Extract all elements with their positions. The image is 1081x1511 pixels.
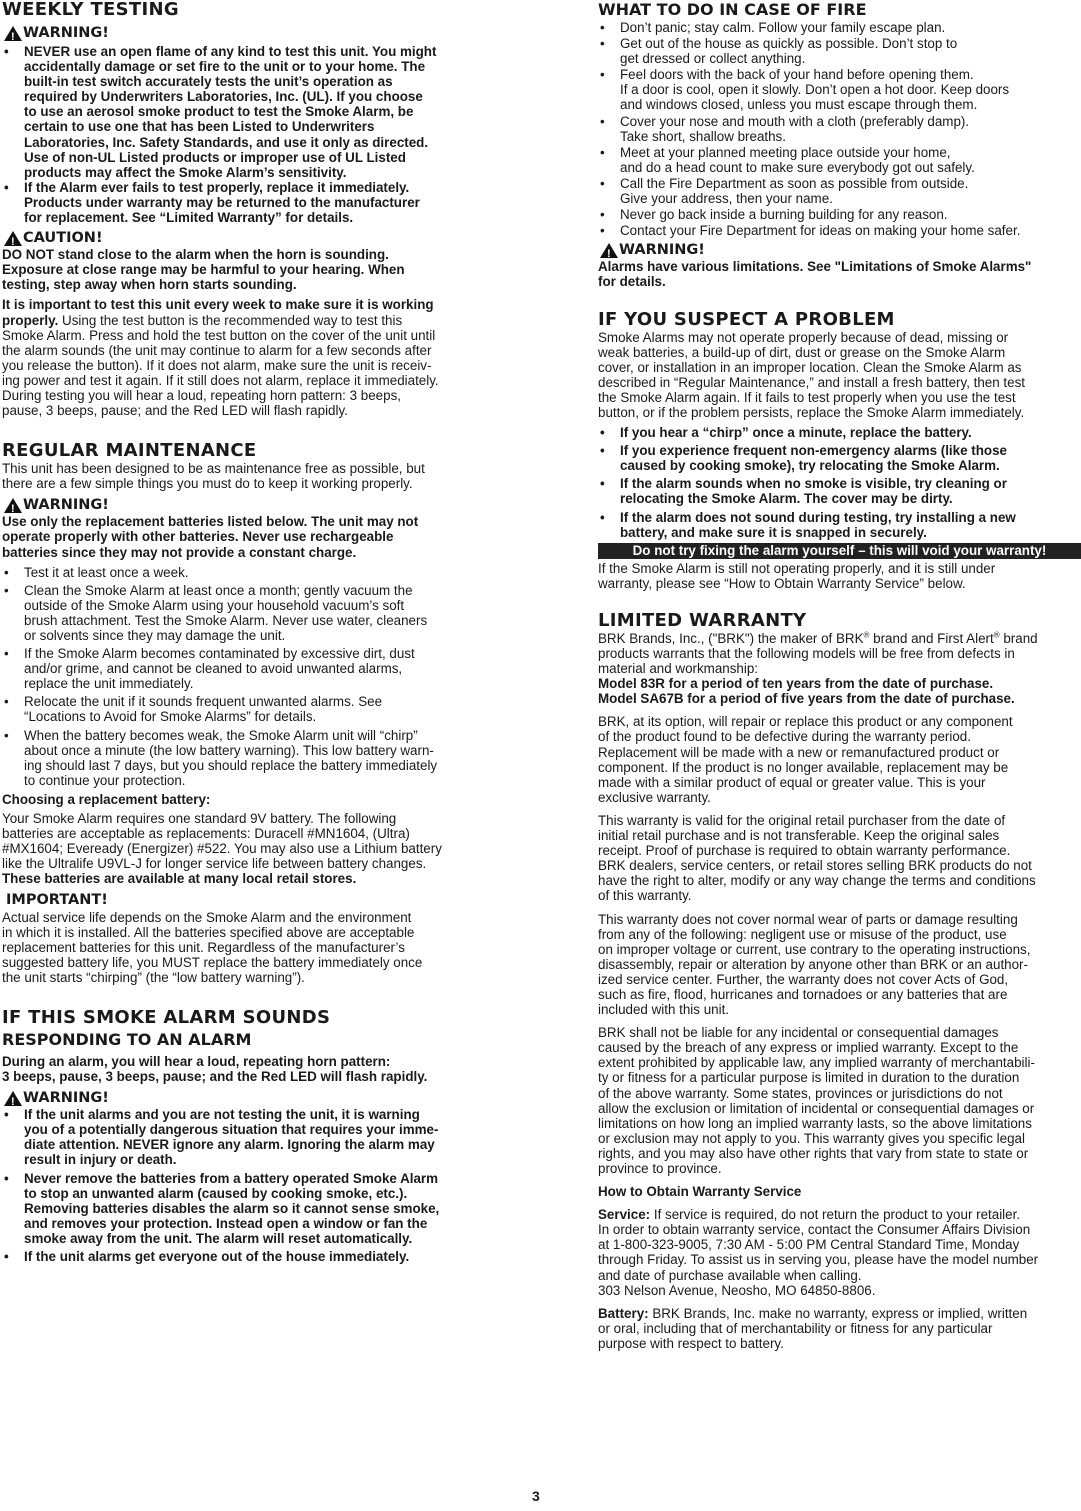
warning-triangle-icon	[4, 1091, 22, 1106]
caution-text: DO NOT stand close to the alarm when the horn is sounding. Exposure at close range may be harmful to your hearing. When testing, step away when horn starts sounding.	[2, 247, 405, 293]
weekly-testing-title: WEEKLY TESTING	[2, 0, 179, 20]
warranty-title: LIMITED WARRANTY	[598, 609, 807, 631]
list-item: • Cover your nose and mouth with a cloth (preferably damp). Take short, shallow breaths.	[598, 114, 1081, 144]
regular-maintenance-title: REGULAR MAINTENANCE	[2, 440, 257, 462]
caution-heading: ! CAUTION!	[2, 229, 484, 247]
problem-body: Smoke Alarms may not operate properly because of dead, missing or weak batteries, a build-up of dirt, dust or grease on the Smoke Alarm cover, or installation in an improper location. Clean the Smoke Alarm as described in “Regular Maintenance,” and install a fresh battery, then test the Smoke Alarm again. If it fails to test properly when you use the test button, or if the problem persists, replace the Smoke Alarm immediately.	[598, 329, 1025, 420]
warning-triangle-icon	[4, 498, 22, 513]
limitations-text: Alarms have various limitations. See "Limitations of Smoke Alarms" for details.	[598, 259, 1032, 290]
list-item: • Call the Fire Department as soon as possible from outside. Give your address, then your name.	[598, 176, 1081, 206]
list-item: • If the Smoke Alarm becomes contaminated by excessive dirt, dust and/or grime, and cannot be cleaned to avoid unwanted alarms, replace the unit immediately.	[2, 646, 484, 691]
fire-list	[598, 20, 1081, 238]
left-column	[2, 0, 484, 1264]
warranty-paragraph: This warranty is valid for the original retail purchaser from the date of initial retail purchase and is not transferable. Keep the original sales receipt. Proof of purchase is required to obtain warranty performance. BRK dealers, service centers, or retail stores selling BRK products do not have the right to alter, modify or any way change the terms and conditions of this warranty.	[598, 812, 1036, 904]
important-text: Actual service life depends on the Smoke Alarm and the environment in which it is installed. All the batteries specified above are acceptable replacement batteries for this unit. Regardless of the manufacturer’s suggested battery life, you MUST replace the battery immediately once the unit starts “chirping” (the “low battery warning”).	[2, 909, 423, 985]
problem-list	[598, 425, 1081, 540]
battery-availability: These batteries are available at many local retail stores.	[2, 871, 357, 887]
problem-title: IF YOU SUSPECT A PROBLEM	[598, 308, 895, 330]
service-heading: How to Obtain Warranty Service	[598, 1184, 802, 1200]
list-item: • If you experience frequent non-emergency alarms (like those caused by cooking smoke), try relocating the Smoke Alarm.	[598, 443, 1081, 473]
alarm-sounds-title: IF THIS SMOKE ALARM SOUNDS	[2, 1006, 331, 1028]
warning-heading: ! WARNING!	[598, 241, 1081, 259]
list-item: • Don’t panic; stay calm. Follow your family escape plan.	[598, 20, 1081, 35]
warranty-paragraph: BRK, at its option, will repair or replace this product or any component of the product found to be defective during the warranty period. Replacement will be made with a new or remanufactured product or component. If the product is no longer available, replacement may be made with a similar product of equal or greater value. This is your exclusive warranty.	[598, 714, 1013, 805]
weekly-body: It is important to test this unit every week to make sure it is working properly. Using the test button is the recommended way to test this Smoke Alarm. Press and hold the test button on the cover of the unit until the alarm sounds (the unit may continue to alarm for a few seconds after you release the button). If it does not alarm, make sure the unit is receiv- ing power and test it again. If it still does not alarm, replace it immediately. During testing you will hear a loud, repeating horn pattern: 3 beeps, pause, 3 beeps, pause; and the Red LED will flash rapidly.	[2, 297, 439, 419]
list-item: • If the alarm does not sound during testing, try installing a new battery, and make sure it is snapped in securely.	[598, 510, 1081, 540]
list-item: • If the unit alarms get everyone out of the house immediately.	[2, 1249, 484, 1264]
warranty-paragraph: BRK shall not be liable for any incidental or consequential damages caused by the breach of any express or implied warranty. Except to the extent prohibited by applicable law, any implied warranty of merchantabili- ty or fitness for a particular purpose is limited in duration to the duration of the above warranty. Some states, provinces or jurisdictions do not allow the exclusion or limitation of incidental or consequential damages or limitations on how long an implied warranty lasts, so the above limitations or exclusion may not apply to you. This warranty gives you specific legal rights, and you may also have other rights that vary from state to state or province to province.	[598, 1025, 1035, 1176]
weekly-warning-list	[2, 44, 484, 225]
service-text: Service: If service is required, do not return the product to your retailer. In order to obtain warranty service, contact the Consumer Affairs Division at 1-800-323-9005, 7:30 AM - 5:00 PM Central Standard Time, Monday through Friday. To assist us in serving you, please have the model number and date of purchase available when calling. 303 Nelson Avenue, Neosho, MO 64850-8806.	[598, 1207, 1039, 1298]
warning-heading: ! WARNING!	[2, 1089, 484, 1107]
list-item: • Feel doors with the back of your hand before opening them. If a door is cool, open it slowly. Don’t open a hot door. Keep doors and windows closed, unless you must escape through them.	[598, 67, 1081, 112]
warranty-models: Model 83R for a period of ten years from the date of purchase. Model SA67B for a period of five years from the date of purchase.	[598, 676, 1015, 707]
maintenance-list	[2, 565, 484, 788]
list-item: • If you hear a “chirp” once a minute, replace the battery.	[598, 425, 1081, 440]
warning-triangle-icon	[600, 243, 618, 258]
list-item: • Never go back inside a burning building for any reason.	[598, 207, 1081, 222]
problem-after: If the Smoke Alarm is still not operating properly, and it is still under warranty, please see “How to Obtain Warranty Service” below.	[598, 560, 996, 591]
list-item: • Get out of the house as quickly as possible. Don’t stop to get dressed or collect anything.	[598, 36, 1081, 66]
fire-title: WHAT TO DO IN CASE OF FIRE	[598, 0, 867, 19]
list-item: • Never remove the batteries from a battery operated Smoke Alarm to stop an unwanted alarm (caused by cooking smoke, etc.). Removing batteries disables the alarm so it cannot sense smoke, and removes your protection. Instead open a window or fan the smoke away from the unit. The alarm will reset automatically.	[2, 1171, 484, 1246]
caution-triangle-icon	[4, 231, 22, 246]
important-heading: IMPORTANT!	[6, 891, 108, 908]
list-item: • Relocate the unit if it sounds frequent unwanted alarms. See “Locations to Avoid for Smoke Alarms” for details.	[2, 694, 484, 724]
maintenance-intro: This unit has been designed to be as maintenance free as possible, but there are a few simple things you must do to keep it working properly.	[2, 461, 425, 492]
list-item: • Contact your Fire Department for ideas on making your home safer.	[598, 223, 1081, 238]
warranty-intro: BRK Brands, Inc., ("BRK") the maker of BRK® brand and First Alert® brand products warrants that the following models will be free from defects in material and workmanship:	[598, 630, 1038, 677]
maintenance-warning-text: Use only the replacement batteries listed below. The unit may not operate properly with other batteries. Never use rechargeable batteries since they may not provide a constant charge.	[2, 514, 419, 560]
warning-heading: ! WARNING!	[2, 496, 484, 514]
list-item: • Clean the Smoke Alarm at least once a month; gently vacuum the outside of the Smoke Alarm using your household vacuum’s soft brush attachment. Test the Smoke Alarm. Never use water, cleaners or solvents since they may damage the unit.	[2, 583, 484, 643]
list-item: • Test it at least once a week.	[2, 565, 484, 580]
battery-body: Your Smoke Alarm requires one standard 9V battery. The following batteries are acceptable as replacements: Duracell #MN1604, (Ultra) #MX1604; Eveready (Energizer) #522. You may also use a Lithium battery like the Ultralife U9VL-J for longer service life between battery changes.	[2, 811, 442, 872]
list-item: • If the Alarm ever fails to test properly, replace it immediately. Products under warranty may be returned to the manufacturer for replacement. See “Limited Warranty” for details.	[2, 180, 484, 225]
list-item: • When the battery becomes weak, the Smoke Alarm unit will “chirp” about once a minute (the low battery warning). This low battery warn- ing should last 7 days, but you should replace the battery immediately to continue your protection.	[2, 728, 484, 788]
list-item: • If the unit alarms and you are not testing the unit, it is warning you of a potentially dangerous situation that requires your imme- diate attention. NEVER ignore any alarm. Ignoring the alarm may result in injury or death.	[2, 1107, 484, 1167]
responding-text: During an alarm, you will hear a loud, repeating horn pattern: 3 beeps, pause, 3 beeps, pause; and the Red LED will flash rapidly.	[2, 1053, 428, 1085]
battery-heading: Choosing a replacement battery:	[2, 791, 211, 807]
right-column	[598, 0, 1081, 1351]
responding-title: RESPONDING TO AN ALARM	[2, 1029, 252, 1049]
alarm-sounds-list	[2, 1107, 484, 1264]
warranty-paragraph: This warranty does not cover normal wear of parts or damage resulting from any of the following: negligent use or misuse of the product, use on improper voltage or current, use contrary to the operating instructions, disassembly, repair or alteration by anyone other than BRK or an author- ized service center. Further, the warranty does not cover Acts of God, such as fire, flood, hurricanes and tornadoes or any batteries that are included with this unit.	[598, 911, 1031, 1018]
warranty-void-banner: Do not try fixing the alarm yourself – this will void your warranty!	[598, 543, 1081, 559]
list-item: • If the alarm sounds when no smoke is visible, try cleaning or relocating the Smoke Alarm. The cover may be dirty.	[598, 476, 1081, 506]
warning-heading: ! WARNING!	[2, 24, 484, 42]
list-item: • NEVER use an open flame of any kind to test this unit. You might accidentally damage or set fire to the unit or to your home. The built-in test switch accurately tests the unit’s operation as required by Underwriters Laboratories, Inc. (UL). If you choose to use an aerosol smoke product to test the Smoke Alarm, be certain to use one that has been Listed to Underwriters Laboratories, Inc. Safety Standards, and use it only as directed. Use of non-UL Listed products or improper use of UL Listed products may affect the Smoke Alarm’s sensitivity.	[2, 44, 484, 180]
list-item: • Meet at your planned meeting place outside your home, and do a head count to make sure everybody got out safely.	[598, 145, 1081, 175]
page-number: 3	[532, 1488, 540, 1504]
battery-warranty-text: Battery: BRK Brands, Inc. make no warranty, express or implied, written or oral, including that of merchantability or fitness for any particular purpose with respect to battery.	[598, 1305, 1028, 1351]
warning-triangle-icon	[4, 26, 22, 41]
